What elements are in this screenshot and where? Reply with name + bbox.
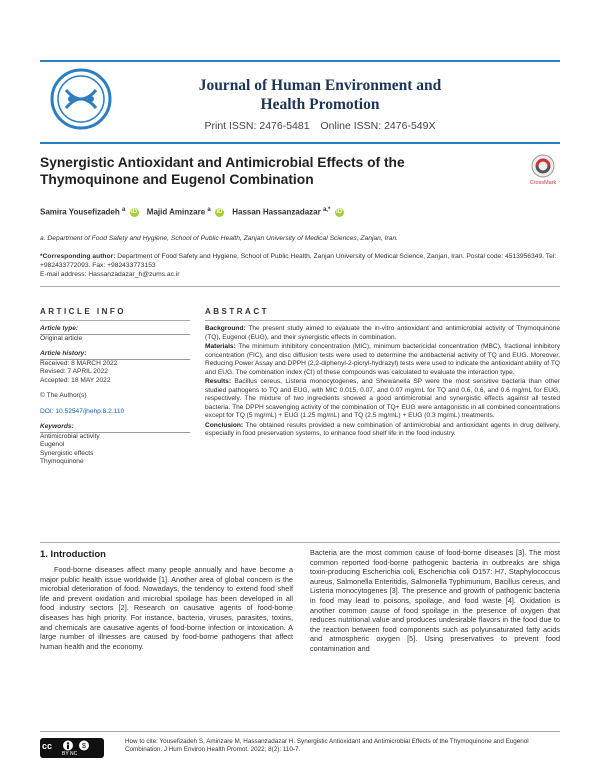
conclusion-text: The obtained results provided a new combination of antimicrobial and antioxidant agents in drug delivery, especially in food preservation systems, to enhance food shelf life in the food industry. bbox=[205, 421, 561, 437]
methods-text: The minimum inhibitory concentration (MIC), minimum bactericidal concentration (MBC), fractional inhibitory concentration (FIC), and disc diffusion tests were used to determine the antibacterial activity of TQ and EUG. Moreover, Reducing Power Assay and DPPH (2,2-diphenyl-2-picryl-hydrazyl) tests were used to indicate the antioxidant ability of TQ and EUG. The combination index (CI) of these compounds was calculated to evaluate the interaction type. bbox=[205, 343, 560, 376]
background-label: Background: bbox=[205, 325, 246, 332]
abstract-conclusion bbox=[205, 422, 560, 439]
print-issn: Print ISSN: 2476-5481 bbox=[204, 120, 310, 132]
journal-header bbox=[40, 60, 560, 144]
orcid-icon[interactable]: iD bbox=[131, 209, 138, 216]
page-footer bbox=[40, 731, 560, 758]
conclusion-label: Conclusion: bbox=[205, 421, 244, 429]
abstract-methods bbox=[205, 343, 560, 377]
cc-by-nc-icon bbox=[62, 740, 98, 751]
author-name: Majid Aminzare bbox=[146, 207, 206, 217]
crossmark-icon bbox=[531, 154, 555, 178]
cc-label: cc bbox=[42, 741, 53, 751]
background-text: The present study aimed to evaluate the in-vitro antioxidant and antimicrobial activity of Thymoquinone (TQ), Eugenol (EUG), and their synergistic effects in combination. bbox=[205, 325, 561, 341]
divider bbox=[40, 542, 560, 543]
orcid-icon[interactable]: iD bbox=[336, 209, 343, 216]
received-date: Received: 8 MARCH 2022 bbox=[40, 359, 118, 367]
cc-sub-label: BY NC bbox=[62, 751, 78, 757]
divider bbox=[205, 320, 560, 321]
author-list bbox=[40, 207, 350, 217]
keyword: Synergistic effects bbox=[40, 449, 94, 457]
divider bbox=[40, 286, 560, 287]
abstract-header: ABSTRACT bbox=[205, 307, 269, 316]
revised-date: Revised: 7 APRIL 2022 bbox=[40, 368, 108, 375]
article-type-value: Original article bbox=[40, 334, 83, 342]
article-info bbox=[40, 325, 190, 467]
results-label: Results: bbox=[205, 378, 232, 385]
abstract-background bbox=[205, 325, 560, 342]
article-title: Synergistic Antioxidant and Antimicrobial Effects of the Thymoquinone and Eugenol Combination bbox=[40, 155, 405, 187]
results-text: Bacillus cereus, Listeria monocytogenes, and Shewanella SP were the most sensitive bacteria than other studied pathogens to TQ and EUG, with MIC 0.015, 0.07, and 0.07 mg/mL for TQ and 0.6, 0.6, and 0.6 mg/mL for EUG, respectively. The mixture of two ingredients showed a good antimicrobial and synergistic effects against all tested bacteria. The DPPH scavenging activity of the combination of TQ+ EUG were antagonistic in all combined concentrations except for TQ (5 mg/mL) + EUG (1.25 mg/mL) and TQ (2.5 mg/mL) + EUG (0.3 mg/mL) treatments. bbox=[205, 378, 560, 419]
citation: How to cite: Yousefizadeh S, Aminzare M, Hassanzadazar H. Synergistic Antioxidant and Antimicrobial Effects of the Thymoquinone and Eugenol Combination. J Hum Environ Health Promot. 2022; 8(2): 110-7. bbox=[125, 738, 529, 753]
author-name: Samira Yousefizadeh bbox=[40, 207, 120, 217]
keyword: Thymoquinone bbox=[40, 458, 84, 465]
journal-title bbox=[180, 76, 460, 114]
accepted-date: Accepted: 18 MAY 2022 bbox=[40, 376, 111, 384]
author-sup: a bbox=[207, 207, 211, 213]
abstract-results bbox=[205, 378, 560, 421]
author-sup: a bbox=[121, 207, 126, 213]
cc-license-badge[interactable] bbox=[40, 738, 104, 758]
copyright: © The Author(s) bbox=[40, 392, 87, 399]
introduction-heading: 1. Introduction bbox=[40, 549, 106, 560]
corresponding-label: *Corresponding author: bbox=[40, 253, 116, 260]
journal-logo-icon bbox=[50, 68, 112, 130]
author-sup: a,* bbox=[322, 207, 331, 213]
abstract-body bbox=[205, 325, 560, 440]
svg-text:$: $ bbox=[82, 743, 86, 750]
author-name: Hassan Hassanzadazar bbox=[232, 207, 321, 217]
doi-link[interactable]: DOI: 10.52547/jhehp.8.2.110 bbox=[40, 407, 125, 415]
corresponding-author bbox=[40, 252, 560, 279]
article-info-header: ARTICLE INFO bbox=[40, 307, 126, 316]
divider bbox=[40, 320, 190, 321]
journal-title-line2: Health Promotion bbox=[260, 96, 380, 113]
orcid-icon[interactable]: iD bbox=[216, 209, 223, 216]
online-issn: Online ISSN: 2476-549X bbox=[320, 120, 436, 132]
keyword: Antimicrobial activity bbox=[40, 432, 100, 440]
journal-title-line1: Journal of Human Environment and bbox=[198, 77, 442, 94]
crossmark-label: CrossMark bbox=[529, 180, 557, 186]
affiliation: a. Department of Food Safety and Hygiene, School of Public Health, Zanjan University of Medical Sciences, Zanjan, Iran. bbox=[40, 235, 398, 242]
corresponding-text: Department of Food Safety and Hygiene, School of Public Health, Zanjan University of Medical Science, Zanjan, Iran. Postal code: 4513956349. Tel: +982433772093. Fax: +982433773153 bbox=[40, 253, 557, 269]
keyword: Eugenol bbox=[40, 441, 65, 448]
email-address[interactable]: E-mail address: Hassanzadazar_h@zums.ac.ir bbox=[40, 271, 180, 278]
article-type-label: Article type: bbox=[40, 325, 190, 335]
issn-line bbox=[160, 120, 480, 132]
history-label: Article history: bbox=[40, 350, 190, 360]
introduction-right-column: Bacteria are the most common cause of food-borne diseases [3]. The most common reported food-borne pathogenic bacteria in outbreaks are shiga toxin-producing Escherichia coli, Escherichia coli O157: H7, Staphylococcus aureus, Salmonella Enteritidis, Salmonella Typhimurium, Bacillus cereus, and Listeria monocytogenes [3]. The presence and growth of pathogenic bacteria in food may lead to poisons, spoilage, and food waste [4]. Oxidation is another common cause of food spoilage in the presence of oxygen that reduces nutritional value and produces undesirable flavors in the food due to the reaction between food components such as polyunsaturated fatty acids and atmospheric oxygen [5]. Using preservatives to prevent food contamination and bbox=[310, 548, 560, 653]
crossmark-badge[interactable] bbox=[528, 154, 558, 186]
methods-label: Materials: bbox=[205, 343, 236, 350]
introduction-left-column: Food-borne diseases affect many people annually and have become a major public health issue worldwide [1]. Another area of global concern is the microbial deterioration of food. Nowadays, the tendency to extend food shelf life and prevent oxidation and microbial spoilage has been developed in all food industry sectors [2]. Research on causative agents of food-borne diseases has high priority. For instance, bacteria, viruses, parasites, toxins, and chemicals are causative agents of food-borne infection or intoxication. A large number of illnesses are caused by food-borne pathogens that affect human health and the economy. bbox=[40, 565, 293, 651]
keywords-label: Keywords: bbox=[40, 423, 190, 433]
